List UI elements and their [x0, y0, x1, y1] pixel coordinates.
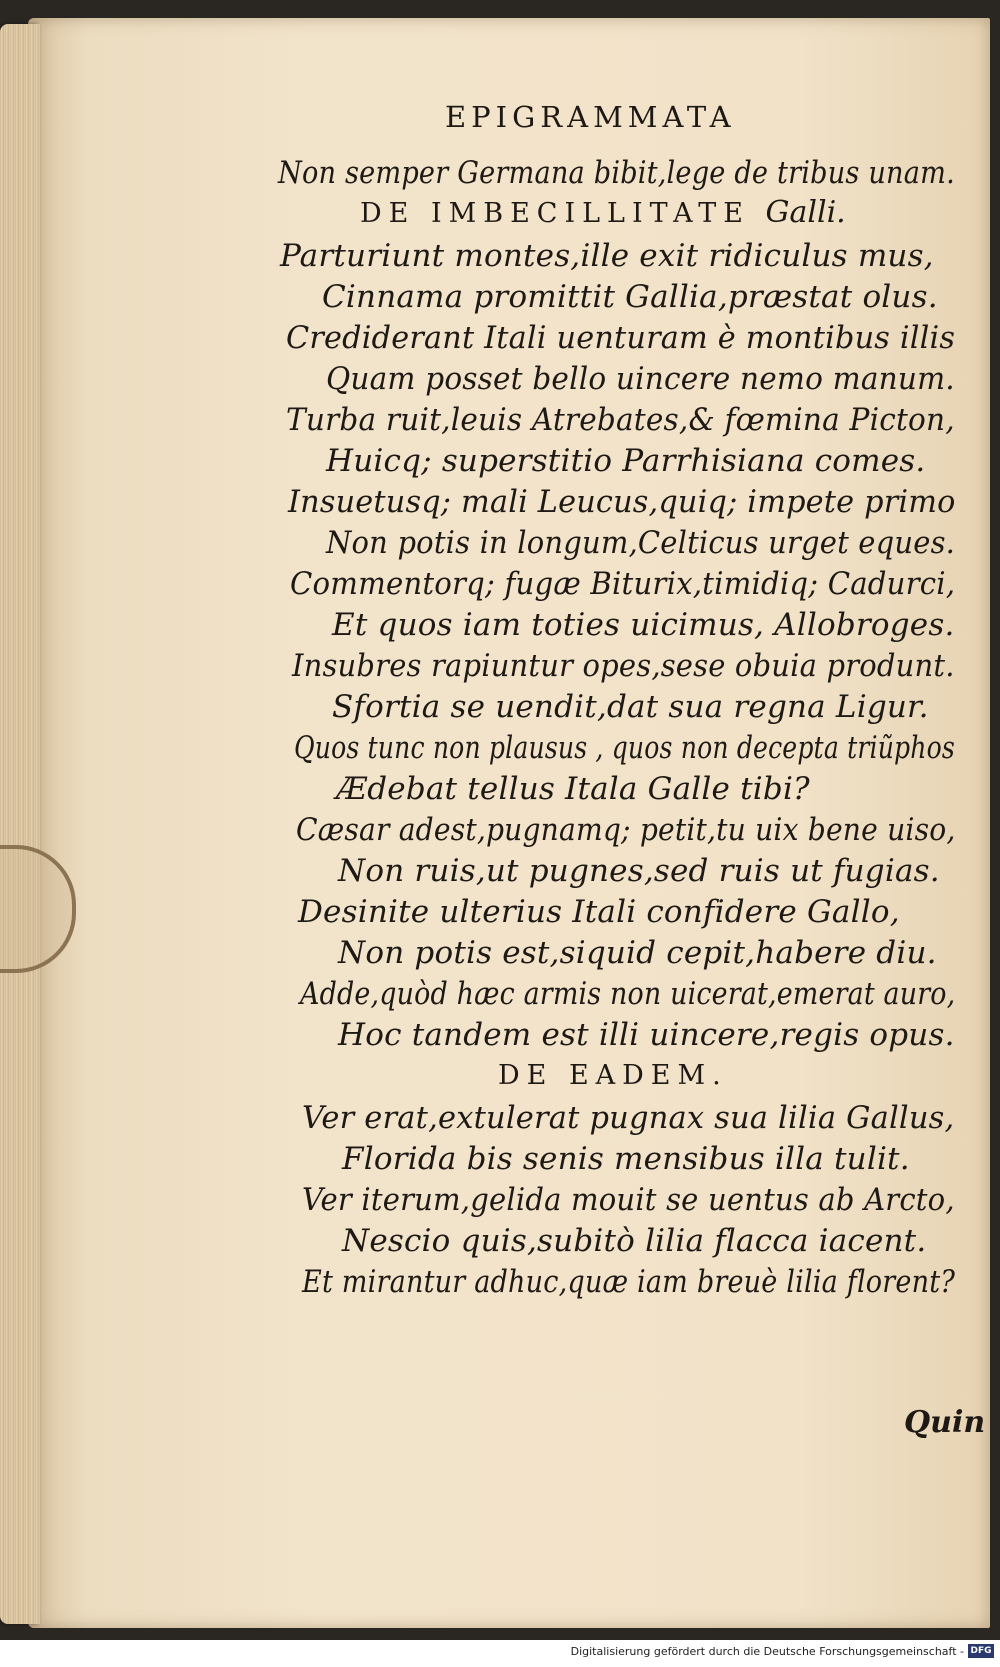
verse-line: Et mirantur adhuc,quæ iam breuè lilia florent? [302, 1264, 956, 1300]
verse-line: Ver iterum,gelida mouit se uentus ab Arcto, [302, 1182, 955, 1218]
verse-line: Hoc tandem est illi uincere,regis opus. [338, 1017, 955, 1053]
verse-line: Non ruis,ut pugnes,sed ruis ut fugias. [338, 853, 940, 889]
verse-line: Desinite ulterius Itali confidere Gallo, [298, 894, 900, 930]
verse-line: Insuetusq; mali Leucus,quiq; impete primo [288, 484, 956, 520]
heading-caps: DE IMBECILLITATE [360, 198, 750, 229]
verse-line: Non potis est,siquid cepit,habere diu. [338, 935, 937, 971]
section-heading: DE EADEM. [498, 1060, 728, 1091]
footer-credit: Digitalisierung gefördert durch die Deutsche Forschungsgemeinschaft - [570, 1645, 964, 1658]
verse-line: Ver erat,extulerat pugnax sua lilia Gallus, [302, 1100, 955, 1136]
verse-line: Turba ruit,leuis Atrebates,& fœmina Picton, [286, 402, 955, 438]
verse-line: Quos tunc non plausus , quos non decepta triũphos [294, 730, 955, 766]
verse-line: Et quos iam toties uicimus, Allobroges. [332, 607, 955, 643]
heading-tail: Galli. [765, 195, 846, 230]
verse-line: Florida bis senis mensibus illa tulit. [342, 1141, 910, 1177]
verse-line: Cæsar adest,pugnamq; petit,tu uix bene uiso, [296, 812, 956, 848]
verse-line: Cinnama promittit Gallia,præstat olus. [322, 279, 938, 315]
verse-line: Crediderant Itali uenturam è montibus illis [286, 320, 956, 356]
verse-line: Adde,quòd hæc armis non uicerat,emerat auro, [300, 976, 956, 1012]
verse-line: Non potis in longum,Celticus urget eques. [326, 525, 956, 561]
verse-line: Nescio quis,subitò lilia flacca iacent. [342, 1223, 927, 1259]
section-heading [360, 195, 846, 230]
verse-line: Insubres rapiuntur opes,sese obuia produnt. [292, 648, 955, 684]
running-title: EPIGRAMMATA [445, 100, 736, 134]
dfg-logo: DFG [968, 1644, 994, 1658]
verse-line: Quam posset bello uincere nemo manum. [326, 361, 955, 397]
verse-line: Huicq; superstitio Parrhisiana comes. [326, 443, 926, 479]
verse-line: Ædebat tellus Itala Galle tibi? [336, 771, 810, 807]
footer-bar [0, 1640, 1000, 1667]
verse-line: Commentorq; fugæ Biturix,timidiq; Cadurci, [290, 566, 956, 602]
verse-line: Non semper Germana bibit,lege de tribus unam. [278, 155, 955, 191]
verse-line: Sfortia se uendit,dat sua regna Ligur. [332, 689, 929, 725]
verse-line: Parturiunt montes,ille exit ridiculus mus, [280, 238, 934, 274]
catchword: Quin [904, 1405, 986, 1440]
